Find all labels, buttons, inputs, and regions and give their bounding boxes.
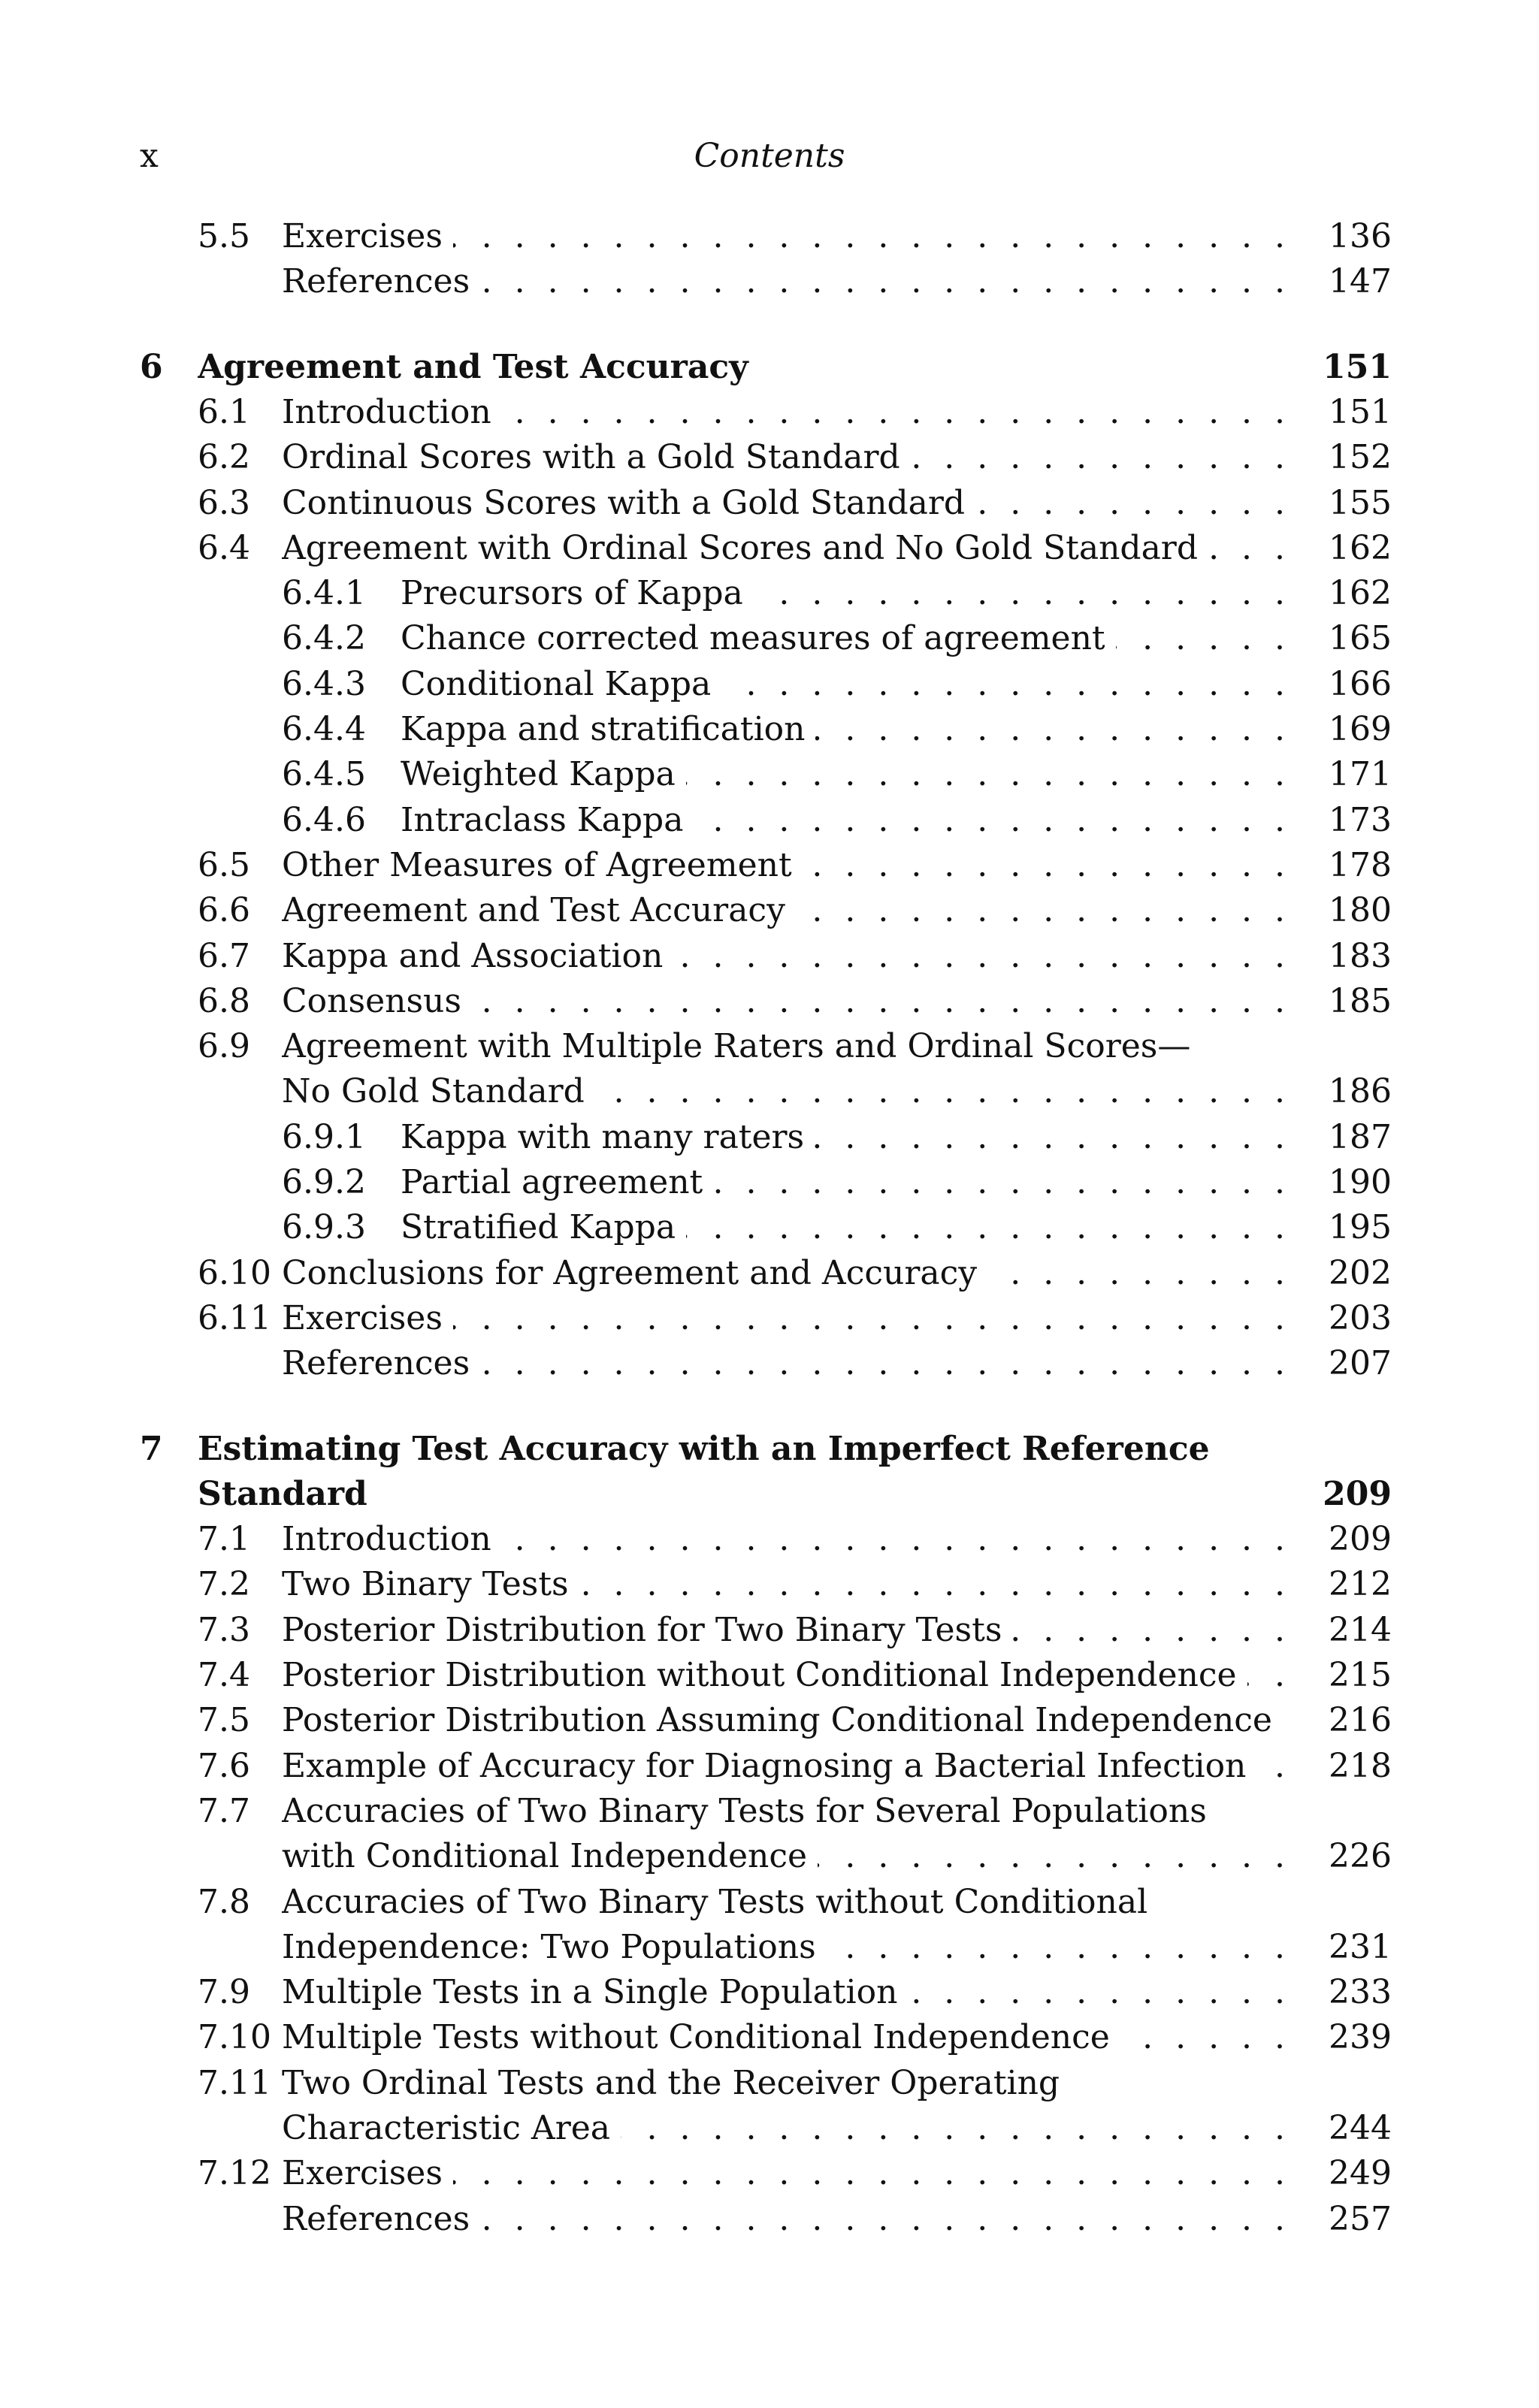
toc-entry-page: 209 (1329, 1520, 1392, 1559)
toc-chapter-line[interactable] (0, 1472, 1539, 1517)
toc-subsection-line[interactable] (0, 798, 1539, 843)
toc-entry-title-text: Partial agreement (401, 1163, 713, 1201)
toc-entry-title-text: Precursors of Kappa (401, 574, 754, 612)
toc-entry-title (282, 526, 1291, 571)
toc-subsection-line[interactable] (0, 752, 1539, 797)
toc-section-line[interactable] (0, 1608, 1539, 1653)
toc-entry-title (282, 1296, 1291, 1341)
toc-section-line[interactable] (0, 390, 1539, 435)
toc-section-line[interactable] (0, 1069, 1539, 1114)
toc-subsection-line[interactable] (0, 1160, 1539, 1205)
toc-section-line[interactable] (0, 2015, 1539, 2060)
toc-entry-page: 147 (1329, 262, 1392, 301)
toc-entry-number: 6.6 (198, 891, 250, 930)
toc-entry-page: 190 (1329, 1163, 1392, 1201)
toc-entry-number: 6.5 (198, 845, 250, 884)
toc-entry-page: 239 (1329, 2018, 1392, 2057)
toc-entry-number: 6.8 (198, 981, 250, 1020)
toc-entry-title (282, 2106, 1291, 2151)
toc-entry-title (282, 214, 1291, 259)
toc-entry-number: 7.6 (198, 1746, 250, 1785)
toc-section-line[interactable] (0, 934, 1539, 979)
toc-entry-page: 183 (1329, 936, 1392, 975)
toc-entry-title-text: Two Ordinal Tests and the Receiver Operating (282, 2064, 1070, 2102)
toc-entry-page: 233 (1329, 1973, 1392, 2012)
toc-entry-number: 7.3 (198, 1610, 250, 1649)
toc-section-line[interactable] (0, 1517, 1539, 1562)
toc-entry-number: 6.2 (198, 438, 250, 477)
toc-entry-number: 7.1 (198, 1520, 250, 1559)
toc-entry-title (282, 435, 1291, 480)
toc-entry-title-text: Standard (198, 1475, 378, 1513)
toc-subsection-line[interactable] (0, 616, 1539, 661)
toc-entry-number: 6.4.5 (282, 755, 366, 794)
toc-entry-page: 214 (1329, 1610, 1392, 1649)
toc-entry-page: 166 (1329, 664, 1392, 703)
toc-entry-title-text: Estimating Test Accuracy with an Imperfect Reference (198, 1430, 1220, 1468)
toc-chapter-line[interactable] (0, 345, 1539, 390)
toc-entry-number: 6.4.1 (282, 574, 366, 613)
toc-entry-page: 151 (1323, 347, 1392, 386)
toc-entry-title-text: Agreement and Test Accuracy (282, 891, 796, 929)
toc-entry-page: 257 (1329, 2199, 1392, 2238)
toc-entry-number: 6.1 (198, 392, 250, 431)
toc-entry-title (282, 888, 1291, 933)
toc-section-line[interactable] (0, 979, 1539, 1024)
toc-entry-number: 5.5 (198, 217, 250, 255)
toc-entry-title (401, 571, 1291, 616)
toc-entry-page: 186 (1329, 1072, 1392, 1111)
toc-entry-title-text: Multiple Tests without Conditional Independence (282, 2018, 1120, 2056)
toc-entry-number: 6.7 (198, 936, 250, 975)
toc-entry-title (282, 1970, 1291, 2015)
toc-entry-page: 244 (1329, 2109, 1392, 2147)
toc-entry-page: 187 (1329, 1117, 1392, 1156)
toc-entry-title (282, 2015, 1291, 2060)
toc-entry-title (282, 390, 1291, 435)
toc-entry-title-text: Characteristic Area (282, 2109, 621, 2147)
toc-section-line[interactable] (0, 2061, 1539, 2106)
toc-entry-page: 231 (1329, 1927, 1392, 1966)
toc-entry-page: 203 (1329, 1298, 1392, 1337)
toc-section-line[interactable] (0, 1296, 1539, 1341)
toc-entry-page: 155 (1329, 483, 1392, 522)
toc-entry-number: 6.9.2 (282, 1163, 366, 1201)
toc-subsection-line[interactable] (0, 707, 1539, 752)
toc-entry-page: 212 (1329, 1565, 1392, 1604)
toc-entry-title-text: No Gold Standard (282, 1072, 595, 1110)
toc-entry-page: 207 (1329, 1344, 1392, 1383)
toc-entry-page: 173 (1329, 800, 1392, 839)
toc-entry-number: 6.4 (198, 528, 250, 567)
toc-entry-page: 162 (1329, 528, 1392, 567)
toc-entry-number: 6.10 (198, 1253, 271, 1292)
running-title: Contents (694, 137, 845, 175)
page-number: x (140, 137, 159, 175)
toc-entry-title-text: Conclusions for Agreement and Accuracy (282, 1254, 987, 1292)
toc-entry-page: 209 (1323, 1474, 1392, 1513)
toc-entry-number: 6.9.1 (282, 1117, 366, 1156)
toc-section-line[interactable] (0, 1653, 1539, 1698)
toc-entry-title (282, 1880, 1291, 1925)
toc-entry-title-text: Other Measures of Agreement (282, 846, 803, 884)
toc-entry-title-text: Two Binary Tests (282, 1565, 579, 1603)
toc-entry-number: 7.11 (198, 2063, 271, 2102)
toc-entry-title-text: Agreement and Test Accuracy (198, 348, 759, 386)
toc-entry-number: 7.5 (198, 1701, 250, 1740)
toc-entry-title (282, 1251, 1291, 1296)
toc-entry-page: 178 (1329, 845, 1392, 884)
toc-entry-title (198, 1427, 1385, 1472)
toc-entry-title (282, 843, 1291, 888)
toc-entry-title-text: Posterior Distribution Assuming Conditional Independence (282, 1701, 1283, 1739)
toc-entry-number: 6.4.4 (282, 710, 366, 748)
toc-entry-page: 162 (1329, 574, 1392, 613)
toc-entry-number: 7.10 (198, 2018, 271, 2057)
toc-entry-title (401, 707, 1291, 752)
toc-entry-number: 6.3 (198, 483, 250, 522)
toc-entry-title (282, 259, 1291, 304)
toc-entry-title-text: Kappa and Association (282, 937, 673, 975)
toc-entry-number: 6.9 (198, 1027, 250, 1066)
toc-entry-title (282, 1698, 1291, 1743)
toc-entry-title-text: Introduction (282, 1520, 502, 1558)
toc-section-line[interactable] (0, 1698, 1539, 1743)
toc-entry-title-text: Kappa and stratification (401, 710, 815, 748)
toc-entry-title (401, 616, 1291, 661)
toc-entry-title-text: References (282, 1344, 480, 1382)
toc-entry-title (282, 1834, 1291, 1879)
toc-entry-title (282, 1069, 1291, 1114)
toc-entry-page: 218 (1329, 1746, 1392, 1785)
toc-entry-number: 7.8 (198, 1882, 250, 1921)
toc-entry-title-text: Multiple Tests in a Single Population (282, 1973, 908, 2011)
toc-entry-page: 151 (1329, 392, 1392, 431)
toc-entry-title (282, 2151, 1291, 2196)
toc-entry-title (401, 752, 1291, 797)
toc-entry-number: 7.4 (198, 1656, 250, 1694)
toc-entry-title (282, 979, 1291, 1024)
toc-section-line[interactable] (0, 435, 1539, 480)
toc-entry-title-text: Ordinal Scores with a Gold Standard (282, 438, 911, 476)
toc-entry-page: 195 (1329, 1208, 1392, 1247)
toc-entry-number: 6.4.6 (282, 800, 366, 839)
toc-section-line[interactable] (0, 214, 1539, 259)
toc-entry-title-text: Example of Accuracy for Diagnosing a Bacterial Infection (282, 1747, 1256, 1785)
toc-entry-page: 215 (1329, 1656, 1392, 1694)
toc-subsection-line[interactable] (0, 571, 1539, 616)
toc-section-line[interactable] (0, 1744, 1539, 1789)
toc-entry-title (282, 1789, 1291, 1834)
toc-entry-title (401, 662, 1291, 707)
toc-entry-title (282, 1024, 1291, 1069)
toc-entry-page: 249 (1329, 2154, 1392, 2193)
toc-entry-page: 202 (1329, 1253, 1392, 1292)
toc-entry-page: 165 (1329, 619, 1392, 658)
toc-entry-page: 169 (1329, 710, 1392, 748)
toc-section-line[interactable] (0, 843, 1539, 888)
toc-entry-title-text: Consensus (282, 982, 472, 1020)
toc-entry-title (401, 1205, 1291, 1250)
toc-entry-number: 7.2 (198, 1565, 250, 1604)
toc-section-line[interactable] (0, 1341, 1539, 1386)
toc-entry-number: 7 (140, 1429, 163, 1468)
toc-entry-title (282, 1653, 1291, 1698)
toc-entry-title (401, 1115, 1291, 1160)
toc-entry-title-text: Exercises (282, 217, 453, 255)
toc-entry-title (282, 1744, 1291, 1789)
toc-entry-number: 6 (140, 347, 163, 386)
toc-entry-title-text: Continuous Scores with a Gold Standard (282, 484, 975, 522)
toc-entry-page: 216 (1329, 1701, 1392, 1740)
toc-subsection-line[interactable] (0, 1115, 1539, 1160)
toc-entry-title-text: Exercises (282, 1299, 453, 1337)
toc-entry-title (282, 481, 1291, 526)
page-header (0, 134, 1539, 179)
toc-section-line[interactable] (0, 2151, 1539, 2196)
toc-section-line[interactable] (0, 526, 1539, 571)
toc-section-line[interactable] (0, 1251, 1539, 1296)
toc-entry-number: 6.4.3 (282, 664, 366, 703)
toc-entry-title-text: Agreement with Multiple Raters and Ordinal Scores— (282, 1027, 1201, 1065)
toc-entry-page: 185 (1329, 981, 1392, 1020)
toc-entry-title (282, 934, 1291, 979)
toc-entry-title-text: Stratified Kappa (401, 1208, 686, 1246)
toc-entry-title-text: References (282, 262, 480, 301)
toc-section-line[interactable] (0, 1562, 1539, 1607)
toc-entry-title-text: Accuracies of Two Binary Tests for Several Populations (282, 1792, 1217, 1830)
toc-entry-title-text: Posterior Distribution for Two Binary Tests (282, 1611, 1012, 1649)
toc-entry-title-text: Intraclass Kappa (401, 801, 694, 839)
toc-section-line[interactable] (0, 1925, 1539, 1970)
toc-entry-title-text: Weighted Kappa (401, 755, 686, 793)
toc-entry-title (198, 1472, 1385, 1517)
toc-entry-title-text: Exercises (282, 2154, 453, 2192)
toc-entry-title-text: Conditional Kappa (401, 665, 721, 703)
toc-section-line[interactable] (0, 888, 1539, 933)
toc-entry-title (282, 1341, 1291, 1386)
toc-entry-title-text: Chance corrected measures of agreement (401, 619, 1116, 657)
toc-section-line[interactable] (0, 1024, 1539, 1069)
toc-section-line[interactable] (0, 2197, 1539, 2242)
toc-section-line[interactable] (0, 481, 1539, 526)
toc-entry-title-text: Kappa with many raters (401, 1118, 815, 1156)
toc-entry-title (401, 1160, 1291, 1205)
toc-entry-number: 7.12 (198, 2154, 271, 2193)
toc-entry-page: 226 (1329, 1837, 1392, 1876)
toc-entry-page: 136 (1329, 217, 1392, 255)
toc-entry-title-text: with Conditional Independence (282, 1837, 818, 1875)
toc-entry-title (282, 1925, 1291, 1970)
toc-entry-title-text: Posterior Distribution without Conditional Independence (282, 1656, 1247, 1694)
toc-entry-title-text: Accuracies of Two Binary Tests without Conditional (282, 1883, 1158, 1921)
toc-section-line[interactable] (0, 1789, 1539, 1834)
toc-entry-title (282, 1562, 1291, 1607)
toc-entry-title-text: References (282, 2200, 480, 2238)
toc-entry-title (282, 2061, 1291, 2106)
toc-section-line[interactable] (0, 1834, 1539, 1879)
toc-entry-title (282, 2197, 1291, 2242)
toc-section-line[interactable] (0, 2106, 1539, 2151)
toc-subsection-line[interactable] (0, 662, 1539, 707)
toc-entry-number: 6.9.3 (282, 1208, 366, 1247)
toc-section-line[interactable] (0, 259, 1539, 304)
toc-entry-title (282, 1517, 1291, 1562)
toc-entry-page: 152 (1329, 438, 1392, 477)
toc-entry-title-text: Independence: Two Populations (282, 1928, 827, 1966)
toc-section-line[interactable] (0, 1970, 1539, 2015)
toc-section-line[interactable] (0, 1880, 1539, 1925)
toc-entry-page: 180 (1329, 891, 1392, 930)
toc-entry-page: 171 (1329, 755, 1392, 794)
toc-entry-number: 7.7 (198, 1791, 250, 1830)
toc-entry-title-text: Agreement with Ordinal Scores and No Gold Standard (282, 529, 1208, 567)
toc-entry-title-text: Introduction (282, 393, 502, 431)
toc-subsection-line[interactable] (0, 1205, 1539, 1250)
toc-entry-title (198, 345, 1385, 390)
toc-chapter-line[interactable] (0, 1427, 1539, 1472)
toc-entry-number: 6.11 (198, 1298, 271, 1337)
toc-entry-number: 7.9 (198, 1973, 250, 2012)
toc-entry-title (401, 798, 1291, 843)
toc-entry-number: 6.4.2 (282, 619, 366, 658)
toc-entry-title (282, 1608, 1291, 1653)
